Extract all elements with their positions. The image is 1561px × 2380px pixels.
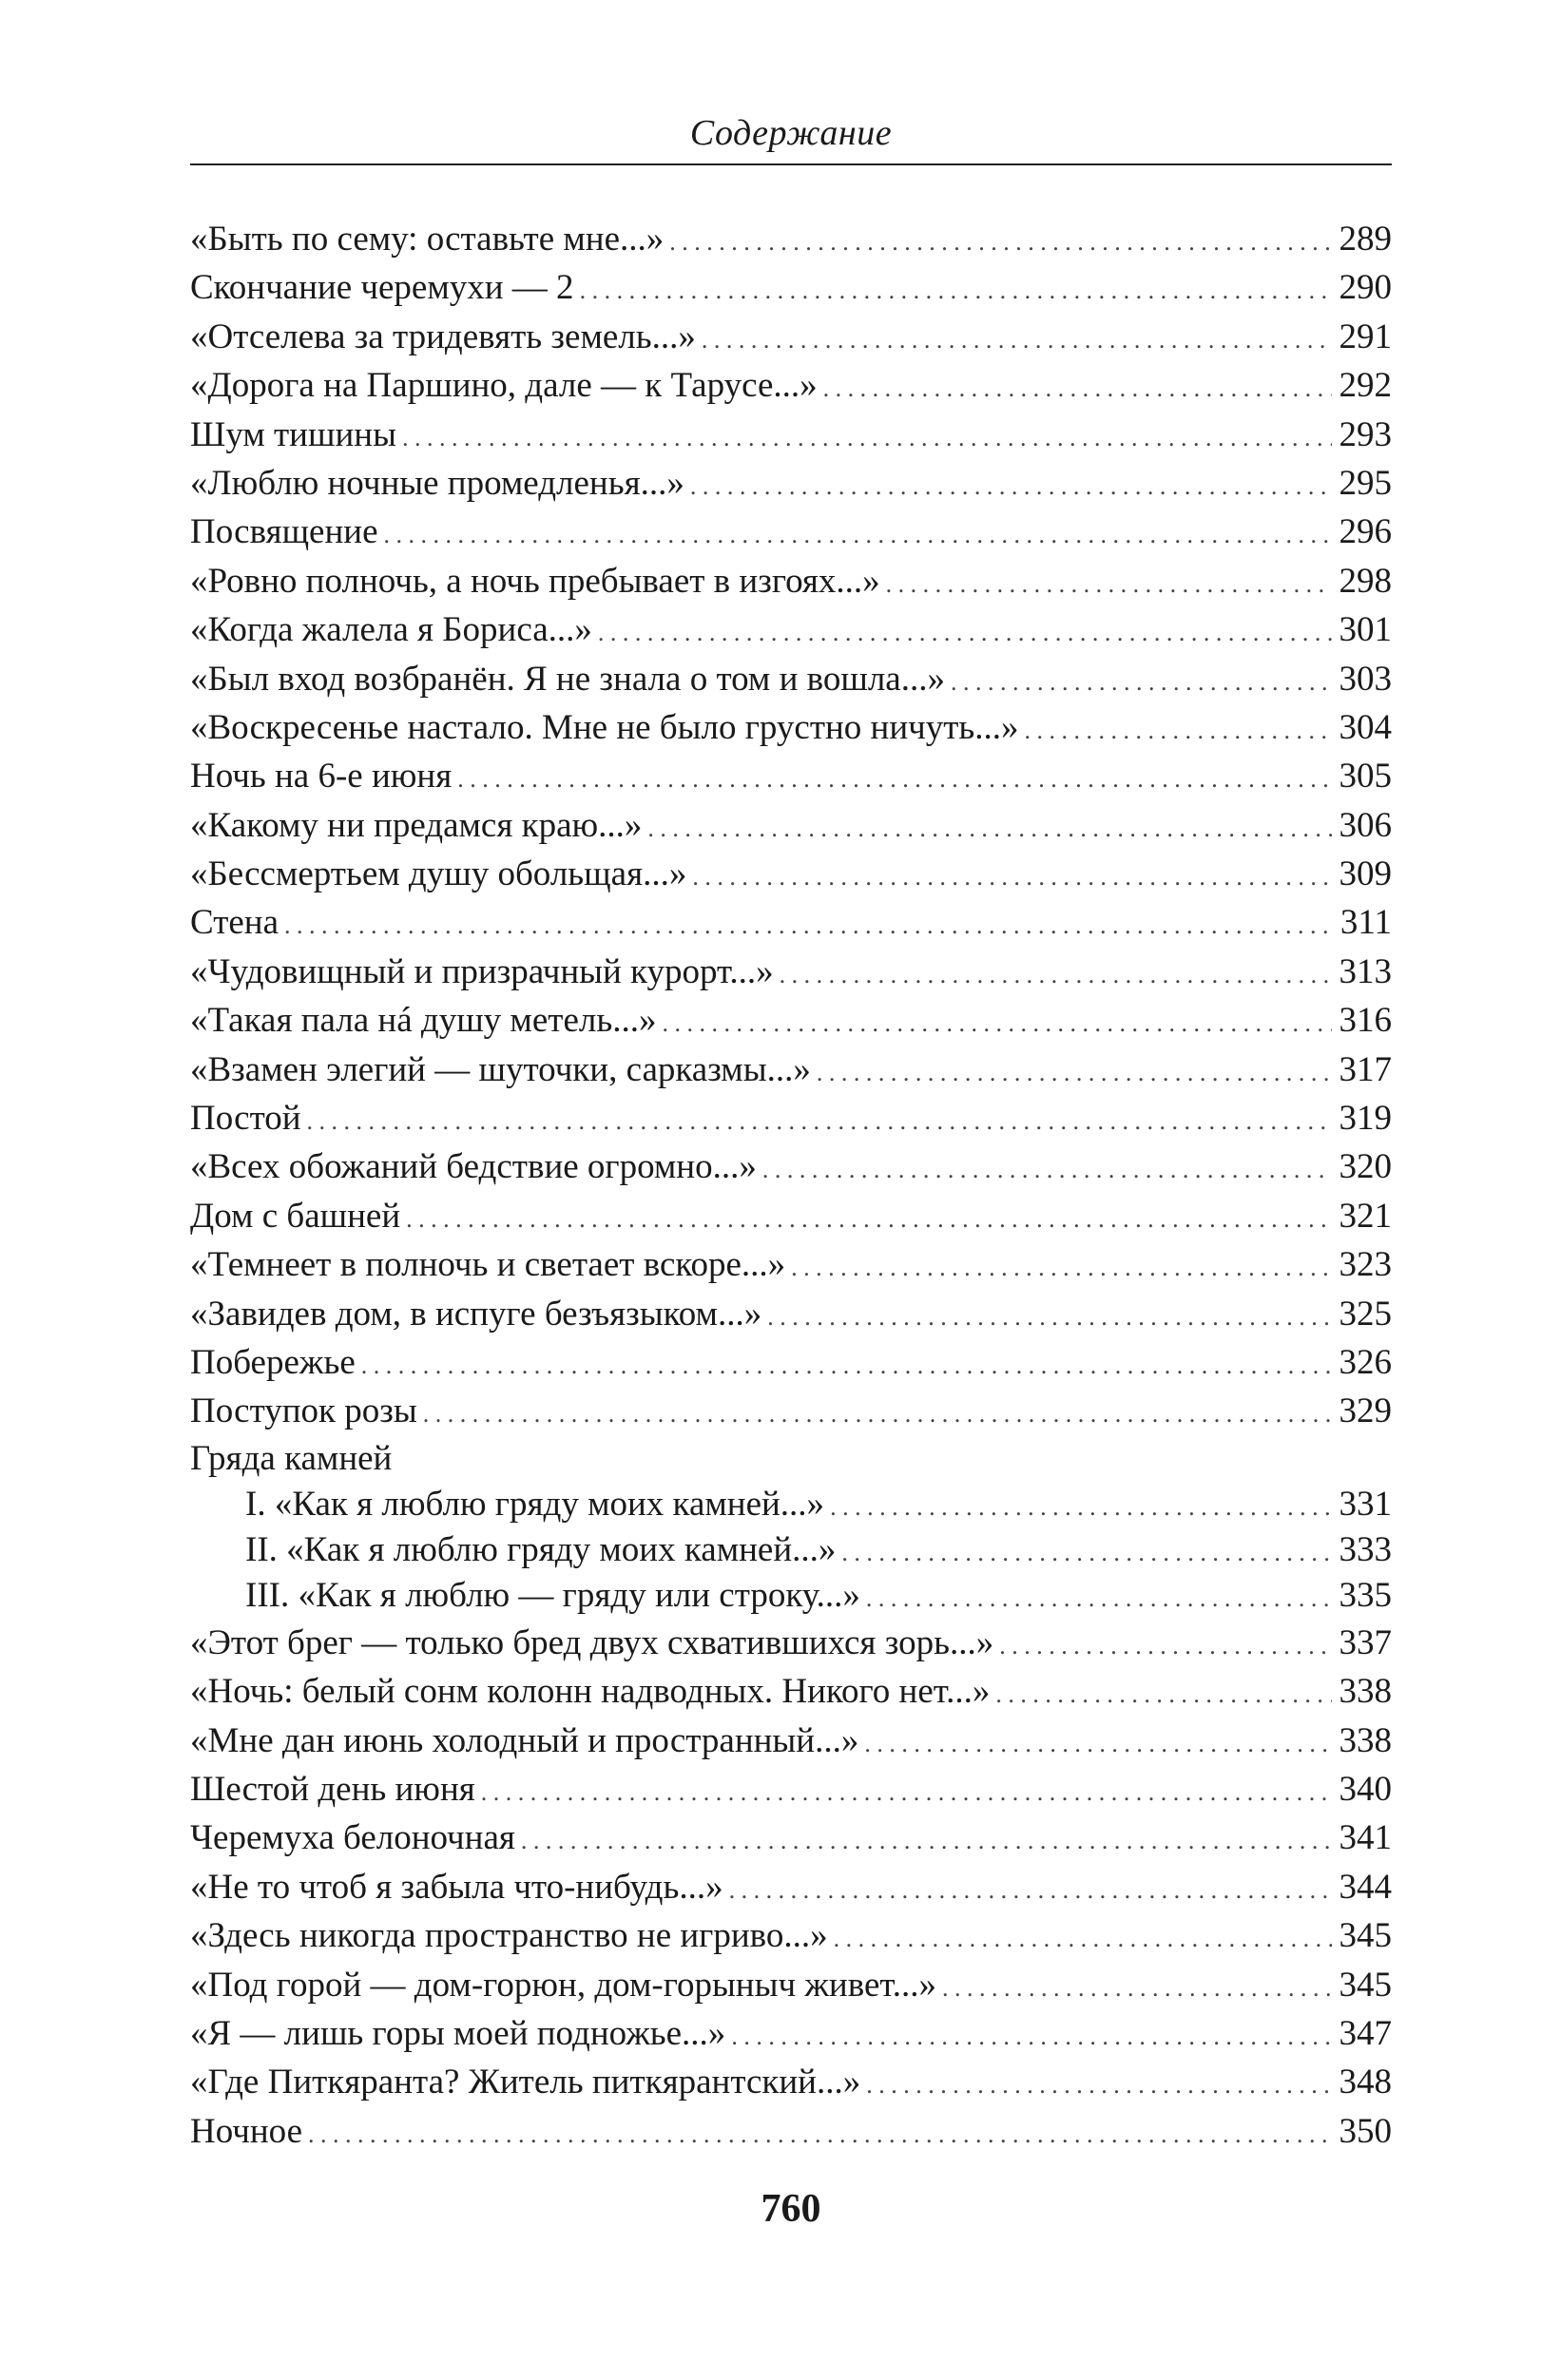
toc-entry-page: 333 [1339, 1529, 1392, 1569]
toc-subentry [190, 1482, 1392, 1527]
toc-entry [190, 1142, 1392, 1191]
toc-entry-title: Шестой день июня [190, 1769, 475, 1809]
dot-leader [995, 1670, 1331, 1718]
dot-leader [384, 510, 1332, 559]
toc-entry-title: «Такая пала нá душу метель...» [190, 1001, 657, 1041]
toc-entry-page: 326 [1339, 1342, 1392, 1382]
toc-entry-title: «Где Питкяранта? Житель питкярантский...» [190, 2063, 861, 2102]
dot-leader [598, 608, 1332, 657]
toc-entry-page: 345 [1339, 1916, 1392, 1956]
toc-entry-page: 301 [1339, 610, 1392, 650]
toc-entry-page: 350 [1339, 2111, 1392, 2151]
dot-leader [841, 1530, 1331, 1576]
dot-leader [834, 1914, 1332, 1963]
toc-entry [190, 1290, 1392, 1338]
dot-leader [580, 266, 1332, 315]
toc-entry [190, 313, 1392, 361]
toc-entry-page: 313 [1339, 951, 1392, 991]
toc-entry-page: 317 [1339, 1049, 1392, 1089]
toc-entry-page: 323 [1339, 1245, 1392, 1285]
toc-entry-page: 309 [1339, 854, 1392, 894]
toc-entry-page: 337 [1339, 1622, 1392, 1662]
page-number: 760 [761, 2187, 821, 2231]
toc-entry [190, 508, 1392, 556]
toc-entry-title: «Этот брег — только бред двух схватившихся зорь...» [190, 1622, 994, 1662]
toc-entry-page: 292 [1339, 366, 1392, 406]
dot-leader [284, 901, 1333, 950]
toc-entry-title: Дом с башней [190, 1196, 401, 1236]
dot-leader [791, 1243, 1331, 1292]
toc-entry-title: Ночное [190, 2111, 303, 2151]
toc-entry-page: 304 [1339, 707, 1392, 747]
toc-entry-page: 321 [1339, 1196, 1392, 1236]
toc-entry-title: «Воскресенье настало. Мне не было грустно ничуть...» [190, 707, 1019, 747]
dot-leader [866, 2061, 1331, 2109]
toc-entry-page: 296 [1339, 512, 1392, 552]
toc-entry-title: Черемуха белоночная [190, 1818, 515, 1858]
toc-entry-page: 347 [1339, 2013, 1392, 2053]
dot-leader [731, 2012, 1331, 2061]
toc-entry-page: 298 [1339, 561, 1392, 601]
toc-entry-title: «Отселева за тридевять земель...» [190, 317, 696, 356]
dot-leader [817, 1048, 1332, 1097]
dot-leader [942, 1964, 1331, 2012]
dot-leader [307, 1097, 1332, 1145]
toc-entry-title: «Я — лишь горы моей подножье...» [190, 2013, 726, 2053]
table-of-contents [190, 215, 1392, 2156]
toc-entry-title: «Когда жалела я Бориса...» [190, 610, 592, 650]
toc-entry-page: 344 [1339, 1867, 1392, 1907]
toc-entry [190, 1192, 1392, 1240]
toc-entry-title: «Ровно полночь, а ночь пребывает в изгоях...» [190, 561, 880, 601]
toc-entry [190, 1619, 1392, 1667]
toc-entry-title: III. «Как я люблю — гряду или строку...» [245, 1575, 860, 1615]
header-rule [190, 163, 1392, 165]
toc-entry-title: «Взамен элегий — шуточки, сарказмы...» [190, 1049, 811, 1089]
dot-leader [692, 853, 1331, 901]
dot-leader [729, 1866, 1332, 1914]
toc-entry-page: 338 [1339, 1672, 1392, 1712]
toc-entry [190, 1765, 1392, 1814]
toc-entry [190, 1814, 1392, 1862]
toc-entry-page: 329 [1339, 1392, 1392, 1431]
toc-entry [190, 898, 1392, 947]
toc-entry-page: 295 [1339, 463, 1392, 503]
toc-entry-title: Стена [190, 903, 279, 943]
toc-entry-title: «Ночь: белый сонм колонн надводных. Никого нет...» [190, 1672, 991, 1712]
toc-entry-title: «Всех обожаний бедствие огромно...» [190, 1147, 757, 1187]
dot-leader [647, 804, 1331, 853]
dot-leader [423, 1390, 1332, 1438]
toc-entry [190, 215, 1392, 263]
toc-entry [190, 1717, 1392, 1765]
toc-entry-title: «Был вход возбранён. Я не знала о том и вошла...» [190, 659, 945, 699]
toc-entry-page: 341 [1339, 1818, 1392, 1858]
toc-entry-page: 291 [1339, 317, 1392, 356]
toc-entry [190, 996, 1392, 1045]
toc-entry-title: «Какому ни предамся краю...» [190, 805, 643, 845]
toc-entry-page: 320 [1339, 1147, 1392, 1187]
running-head: Содержание [689, 113, 893, 153]
toc-entry-title: Скончание черемухи — 2 [190, 268, 574, 308]
toc-entry-title: «Мне дан июнь холодный и пространный...» [190, 1720, 859, 1760]
toc-entry-page: 306 [1339, 805, 1392, 845]
toc-entry-title: «Здесь никогда пространство не игриво...» [190, 1916, 828, 1956]
toc-entry [190, 1863, 1392, 1911]
toc-entry-title: Посвящение [190, 512, 378, 552]
toc-entry-title: «Быть по сему: оставьте мне...» [190, 220, 665, 259]
toc-entry-title: Шум тишины [190, 414, 396, 454]
toc-entry [190, 411, 1392, 459]
toc-entry [190, 459, 1392, 508]
toc-entry-title: «Бессмертьем душу обольщая...» [190, 854, 687, 894]
dot-leader [1025, 706, 1332, 755]
toc-entry [190, 2058, 1392, 2106]
toc-entry-page: 345 [1339, 1965, 1392, 2005]
toc-entry [190, 1961, 1392, 2009]
toc-entry [190, 1387, 1392, 1435]
dot-leader [669, 218, 1331, 266]
dot-leader [866, 1576, 1332, 1622]
toc-entry-title: «Дорога на Паршино, дале — к Тарусе...» [190, 366, 818, 406]
dot-leader [767, 1293, 1331, 1341]
dot-leader [361, 1341, 1332, 1390]
dot-leader [864, 1719, 1331, 1768]
toc-entry-title: Побережье [190, 1342, 356, 1382]
toc-entry-title: Постой [190, 1099, 301, 1139]
toc-entry-page: 290 [1339, 268, 1392, 308]
toc-entry-title: II. «Как я люблю гряду моих камней...» [245, 1529, 837, 1569]
dot-leader [951, 658, 1332, 706]
toc-entry [190, 361, 1392, 410]
toc-entry [190, 1338, 1392, 1387]
toc-entry [190, 1240, 1392, 1289]
toc-entry-page: 316 [1339, 1001, 1392, 1041]
dot-leader [481, 1768, 1332, 1816]
dot-leader [406, 1195, 1331, 1243]
toc-subentry [190, 1527, 1392, 1573]
toc-entry-page: 325 [1339, 1294, 1392, 1334]
dot-leader [457, 755, 1331, 803]
toc-group-heading: Гряда камней [190, 1438, 393, 1478]
toc-entry [190, 263, 1392, 312]
toc-entry-page: 335 [1339, 1575, 1392, 1615]
toc-entry-page: 340 [1339, 1769, 1392, 1809]
toc-entry [190, 948, 1392, 996]
dot-leader [308, 2110, 1331, 2159]
toc-entry-title: Ночь на 6-е июня [190, 757, 453, 797]
toc-entry-page: 319 [1339, 1099, 1392, 1139]
toc-entry [190, 1046, 1392, 1094]
toc-subentry [190, 1573, 1392, 1619]
toc-entry [190, 1911, 1392, 1960]
toc-entry-page: 311 [1339, 903, 1392, 943]
dot-leader [830, 1485, 1331, 1530]
dot-leader [662, 999, 1331, 1047]
toc-entry-page: 305 [1339, 757, 1392, 797]
toc-entry [190, 1667, 1392, 1716]
dot-leader [762, 1145, 1332, 1194]
toc-entry-page: 289 [1339, 220, 1392, 259]
toc-entry [190, 1094, 1392, 1142]
dot-leader [690, 462, 1332, 510]
toc-entry-title: «Темнеет в полночь и светает вскоре...» [190, 1245, 786, 1285]
toc-entry-page: 303 [1339, 659, 1392, 699]
toc-entry [190, 2107, 1392, 2156]
toc-entry-page: 338 [1339, 1720, 1392, 1760]
toc-entry-title: «Завидев дом, в испуге безъязыком...» [190, 1294, 762, 1334]
toc-entry-title: «Чудовищный и призрачный курорт...» [190, 951, 774, 991]
toc-entry [190, 655, 1392, 703]
dot-leader [780, 950, 1332, 999]
toc-entry-title: «Под горой — дом-горюн, дом-горыныч живет...» [190, 1965, 937, 2005]
toc-entry-title: «Люблю ночные промедленья...» [190, 463, 684, 503]
toc-entry-title: Поступок розы [190, 1392, 417, 1431]
toc-entry [190, 801, 1392, 850]
toc-entry [190, 703, 1392, 752]
toc-entry [190, 605, 1392, 654]
dot-leader [886, 560, 1332, 608]
dot-leader [823, 364, 1332, 413]
toc-entry-page: 293 [1339, 414, 1392, 454]
dot-leader [521, 1816, 1332, 1865]
toc-entry-page: 348 [1339, 2063, 1392, 2102]
toc-entry-page: 331 [1339, 1484, 1392, 1524]
dot-leader [999, 1622, 1331, 1670]
dot-leader [402, 413, 1332, 462]
toc-entry-title: I. «Как я люблю гряду моих камней...» [245, 1484, 825, 1524]
toc-entry [190, 557, 1392, 605]
toc-entry [190, 752, 1392, 800]
toc-entry [190, 850, 1392, 898]
toc-entry [190, 2009, 1392, 2058]
dot-leader [702, 316, 1332, 364]
toc-entry-title: «Не то чтоб я забыла что-нибудь...» [190, 1867, 723, 1907]
